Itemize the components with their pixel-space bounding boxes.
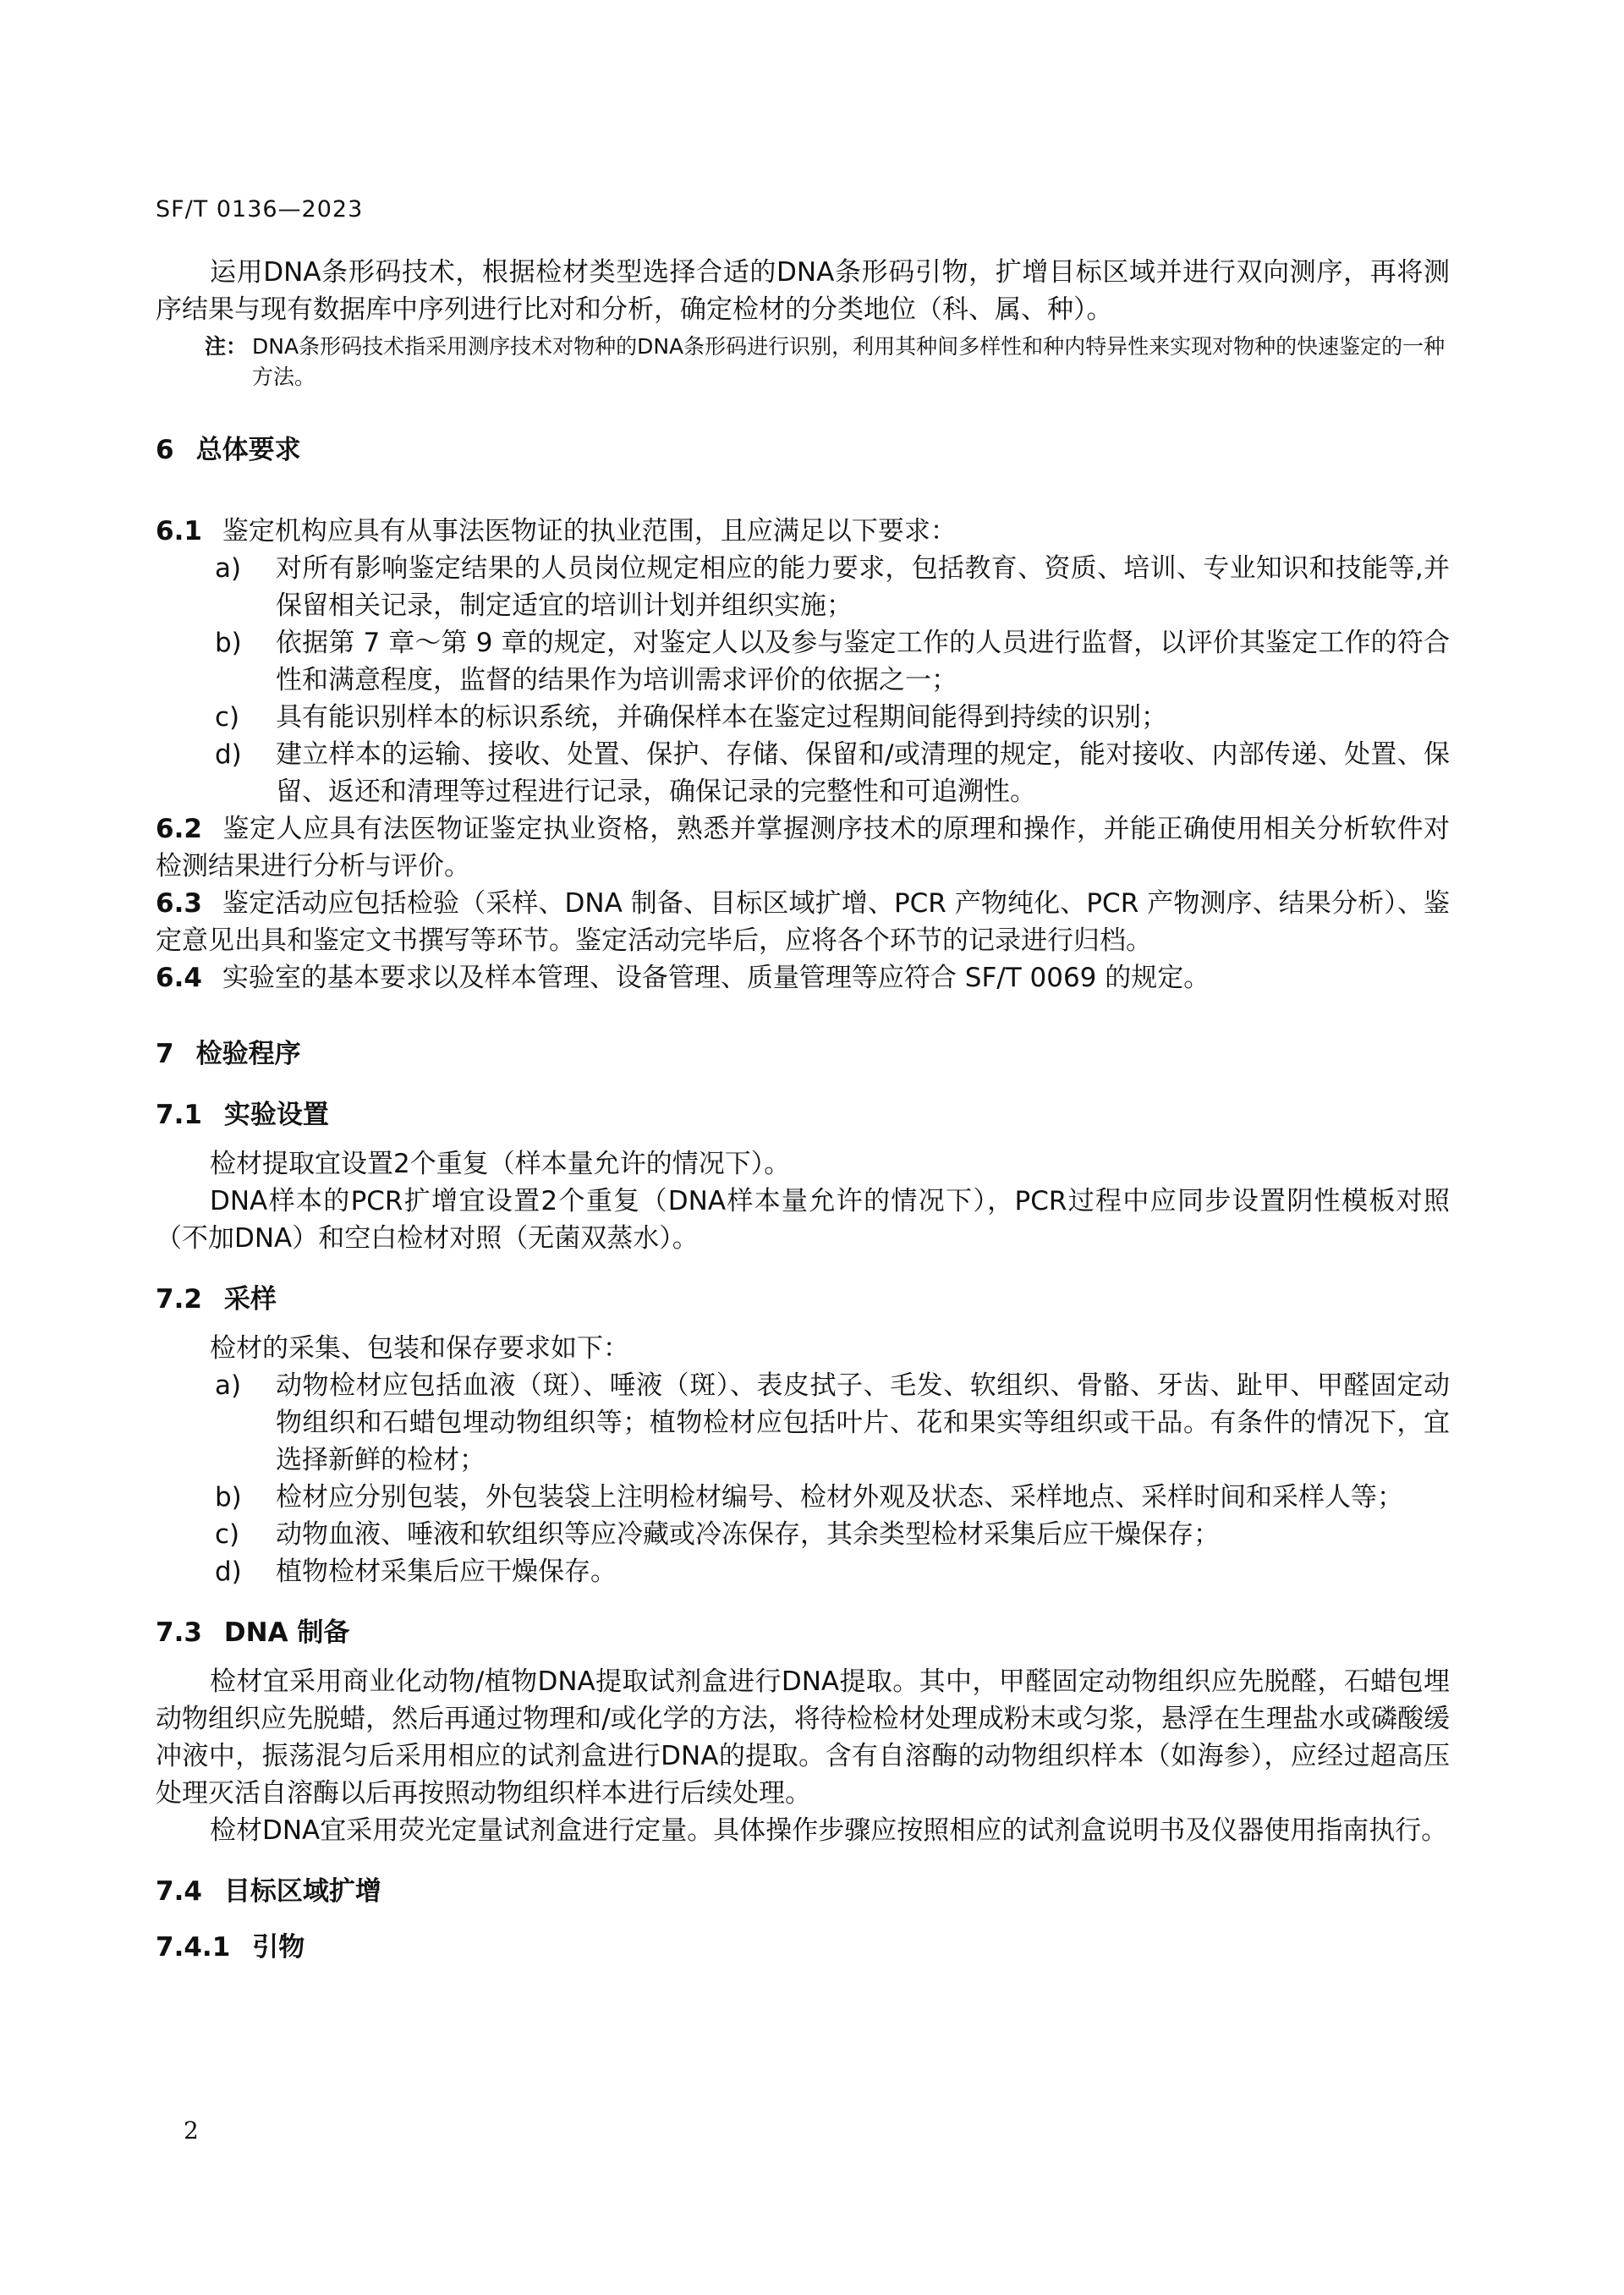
clause-6-3-text: 鉴定活动应包括检验（采样、DNA 制备、目标区域扩增、PCR 产物纯化、PCR 产物测序、结果分析）、鉴定意见出具和鉴定文书撰写等环节。鉴定活动完毕后，应将各个环节的记录进行归档。 (156, 888, 1450, 956)
paragraph: 检材DNA宜采用荧光定量试剂盒进行定量。具体操作步骤应按照相应的试剂盒说明书及仪器使用指南执行。 (210, 1815, 1448, 1846)
list-item (215, 1479, 1450, 1516)
note (205, 332, 1450, 393)
list-item-text: 具有能识别样本的标识系统，并确保样本在鉴定过程期间能得到持续的识别； (276, 702, 1167, 733)
section-7-2-number: 7.2 (156, 1284, 202, 1315)
list-item-text: 动物血液、唾液和软组织等应冷藏或冷冻保存，其余类型检材采集后应干燥保存； (276, 1519, 1220, 1550)
list-item-label: a) (215, 553, 242, 584)
section-7-1-heading (156, 1096, 1450, 1134)
list-item (215, 1516, 1450, 1553)
section-6-heading (156, 431, 1450, 469)
clause-6-1 (156, 513, 1450, 550)
list-item-text: 建立样本的运输、接收、处置、保护、存储、保留和/或清理的规定，能对接收、内部传递、处置、保留、返还和清理等过程进行记录，确保记录的完整性和可追溯性。 (276, 739, 1450, 807)
standard-code-header: SF/T 0136—2023 (156, 196, 364, 222)
list-item-label: a) (215, 1370, 242, 1401)
paragraph: 检材提取宜设置2个重复（样本量允许的情况下）。 (210, 1149, 791, 1179)
list-item (215, 624, 1450, 699)
section-7-4-heading (156, 1873, 1450, 1910)
list-item-label: d) (215, 739, 242, 770)
clause-6-2-text: 鉴定人应具有法医物证鉴定执业资格，熟悉并掌握测序技术的原理和操作，并能正确使用相关分析软件对检测结果进行分析与评价。 (156, 814, 1450, 881)
section-6-number: 6 (156, 435, 174, 465)
section-7-1-title: 实验设置 (223, 1100, 329, 1130)
section-7-title: 检验程序 (195, 1039, 301, 1069)
clause-6-4-text: 实验室的基本要求以及样本管理、设备管理、质量管理等应符合 SF/T 0069 的规定。 (222, 963, 1210, 993)
page-content (156, 254, 1450, 1966)
section-6-title: 总体要求 (195, 435, 301, 465)
list-item-text: 依据第 7 章～第 9 章的规定，对鉴定人以及参与鉴定工作的人员进行监督，以评价其鉴定工作的符合性和满意程度，监督的结果作为培训需求评价的依据之一； (276, 628, 1450, 695)
section-7-2-title: 采样 (223, 1284, 277, 1315)
list-item (215, 1553, 1450, 1590)
section-7-2-heading (156, 1281, 1450, 1318)
list-item-label: c) (215, 1519, 240, 1550)
section-7-4-title: 目标区域扩增 (223, 1876, 381, 1907)
intro-paragraph: 运用DNA条形码技术，根据检材类型选择合适的DNA条形码引物，扩增目标区域并进行双向测序，再将测序结果与现有数据库中序列进行比对和分析，确定检材的分类地位（科、属、种）。 (156, 257, 1450, 325)
clause-6-3 (156, 885, 1450, 959)
section-7-4-1-title: 引物 (252, 1932, 305, 1963)
list-item (215, 550, 1450, 624)
section-7-4-1-number: 7.4.1 (156, 1932, 231, 1963)
list-item-text: 植物检材采集后应干燥保存。 (276, 1557, 617, 1587)
section-7-3-number: 7.3 (156, 1617, 202, 1648)
section-7-1-number: 7.1 (156, 1100, 202, 1130)
section-7-4-number: 7.4 (156, 1876, 202, 1907)
clause-6-3-number: 6.3 (156, 888, 202, 919)
note-label: 注： (205, 334, 248, 359)
list-item-label: b) (215, 1482, 242, 1513)
list-item-label: d) (215, 1557, 242, 1587)
list-item-text: 动物检材应包括血液（斑）、唾液（斑）、表皮拭子、毛发、软组织、骨骼、牙齿、趾甲、甲醛固定动物组织和石蜡包埋动物组织等；植物检材应包括叶片、花和果实等组织或干品。有条件的情况下，宜选择新鲜的检材； (276, 1370, 1450, 1475)
list-item-label: c) (215, 702, 240, 733)
list-item (215, 699, 1450, 736)
clause-6-4 (156, 959, 1450, 997)
paragraph: DNA样本的PCR扩增宜设置2个重复（DNA样本量允许的情况下），PCR过程中应同步设置阴性模板对照（不加DNA）和空白检材对照（无菌双蒸水）。 (156, 1186, 1450, 1254)
clause-6-4-number: 6.4 (156, 963, 202, 993)
section-7-3-heading (156, 1614, 1450, 1651)
list-item-text: 对所有影响鉴定结果的人员岗位规定相应的能力要求，包括教育、资质、培训、专业知识和技能等,并保留相关记录，制定适宜的培训计划并组织实施； (276, 553, 1450, 621)
paragraph: 检材宜采用商业化动物/植物DNA提取试剂盒进行DNA提取。其中，甲醛固定动物组织应先脱醛，石蜡包埋动物组织应先脱蜡，然后再通过物理和/或化学的方法，将待检检材处理成粉末或匀浆，悬浮在生理盐水或磷酸缓冲液中，振荡混匀后采用相应的试剂盒进行DNA的提取。含有自溶酶的动物组织样本（如海参），应经过超高压处理灭活自溶酶以后再按照动物组织样本进行后续处理。 (156, 1666, 1450, 1809)
clause-6-1-text: 鉴定机构应具有从事法医物证的执业范围，且应满足以下要求： (222, 516, 957, 546)
list-item-text: 检材应分别包装，外包装袋上注明检材编号、检材外观及状态、采样地点、采样时间和采样人等； (276, 1482, 1403, 1513)
page-number: 2 (184, 2117, 199, 2144)
section-7-3-title: DNA 制备 (223, 1617, 350, 1648)
clause-6-1-number: 6.1 (156, 516, 202, 546)
paragraph: 检材的采集、包装和保存要求如下： (210, 1333, 629, 1364)
clause-6-2 (156, 810, 1450, 885)
note-text: DNA条形码技术指采用测序技术对物种的DNA条形码进行识别，利用其种间多样性和种内特异性来实现对物种的快速鉴定的一种方法。 (252, 334, 1446, 389)
clause-6-2-number: 6.2 (156, 814, 202, 844)
section-7-4-1-heading (156, 1929, 1450, 1966)
section-7-heading (156, 1035, 1450, 1073)
list-item (215, 736, 1450, 810)
list-item (215, 1367, 1450, 1479)
list-item-label: b) (215, 628, 242, 658)
section-7-number: 7 (156, 1039, 174, 1069)
